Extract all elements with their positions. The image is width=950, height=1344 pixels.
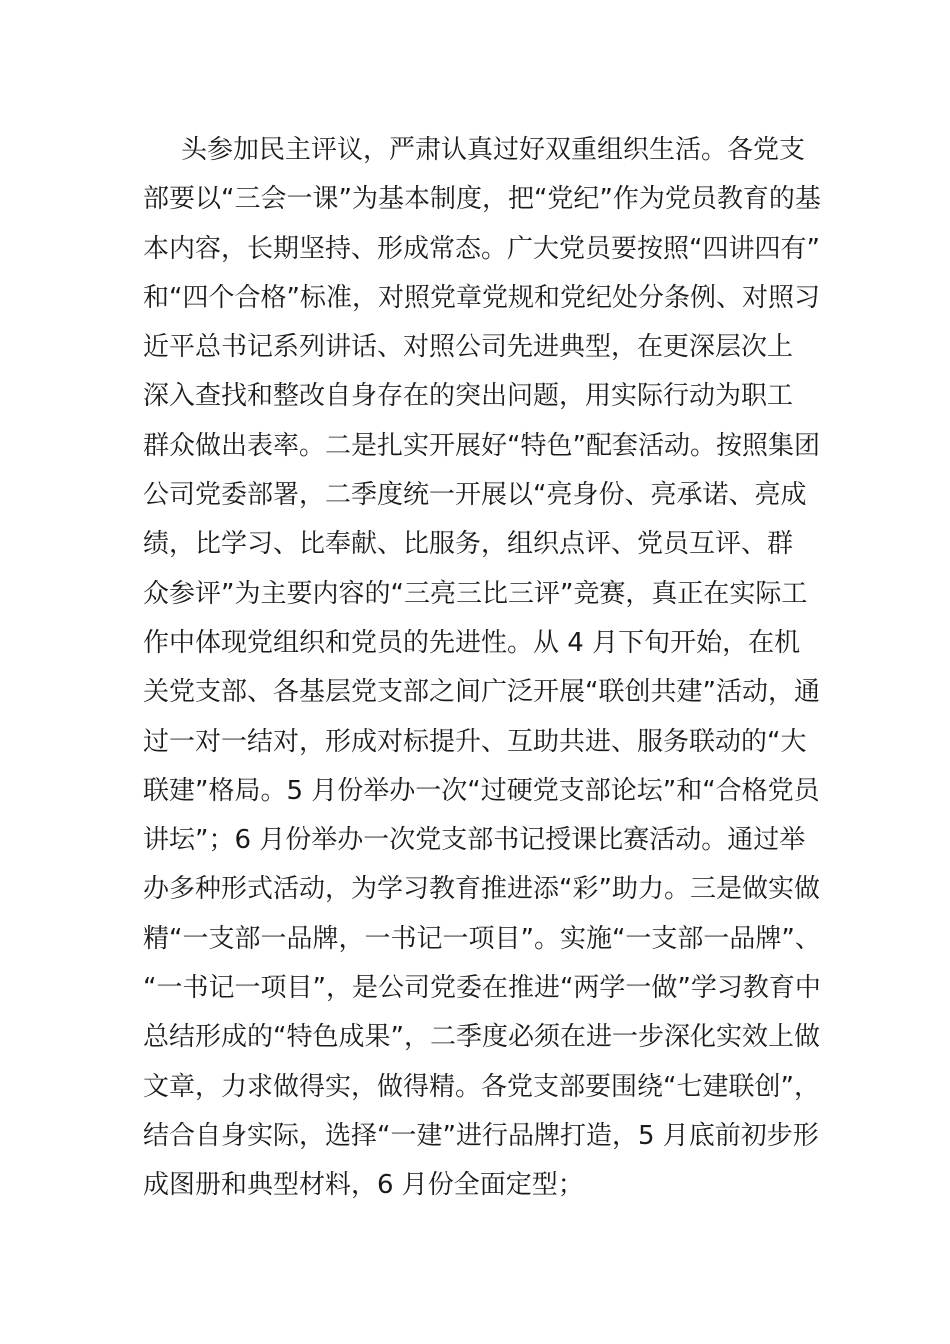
text-line-21: 结合自身实际，选择“一建”进行品牌打造，5 月底前初步形 [143,1120,819,1151]
text-line-1: 头参加民主评议，严肃认真过好双重组织生活。各党支 [181,135,806,165]
text-line-22: 成图册和典型材料，6 月份全面定型； [143,1170,584,1201]
text-line-9: 绩，比学习、比奉献、比服务，组织点评、党员互评、群 [143,529,794,560]
text-line-7: 群众做出表率。二是扎实开展好“特色”配套活动。按照集团 [143,430,820,461]
text-line-12: 关党支部、各基层党支部之间广泛开展“联创共建”活动，通 [143,677,820,708]
text-line-18: “一书记一项目”，是公司党委在推进“两学一做”学习教育中 [143,973,821,1004]
text-line-6: 深入查找和整改自身存在的突出问题，用实际行动为职工 [143,381,794,412]
text-line-11: 作中体现党组织和党员的先进性。从 4 月下旬开始，在机 [143,627,801,658]
text-line-3: 本内容，长期坚持、形成常态。广大党员要按照“四讲四有” [143,233,820,264]
text-line-15: 讲坛”；6 月份举办一次党支部书记授课比赛活动。通过举 [143,825,806,856]
text-line-2: 部要以“三会一课”为基本制度，把“党纪”作为党员教育的基 [143,184,821,215]
text-line-5: 近平总书记系列讲话、对照公司先进典型，在更深层次上 [143,332,794,363]
text-line-20: 文章，力求做得实，做得精。各党支部要围绕“七建联创”， [143,1071,820,1102]
text-line-19: 总结形成的“特色成果”，二季度必须在进一步深化实效上做 [143,1022,820,1053]
text-line-14: 联建”格局。5 月份举办一次“过硬党支部论坛”和“合格党员 [143,775,820,806]
text-line-4: 和“四个合格”标准，对照党章党规和党纪处分条例、对照习 [143,282,820,313]
text-line-16: 办多种形式活动，为学习教育推进添“彩”助力。三是做实做 [143,874,820,905]
text-line-13: 过一对一结对，形成对标提升、互助共进、服务联动的“大 [143,726,807,757]
text-line-10: 众参评”为主要内容的“三亮三比三评”竞赛，真正在实际工 [143,578,808,609]
body-paragraph [143,126,823,1211]
text-line-8: 公司党委部署，二季度统一开展以“亮身份、亮承诺、亮成 [143,480,807,511]
text-line-17: 精“一支部一品牌，一书记一项目”。实施“一支部一品牌”、 [143,923,821,954]
